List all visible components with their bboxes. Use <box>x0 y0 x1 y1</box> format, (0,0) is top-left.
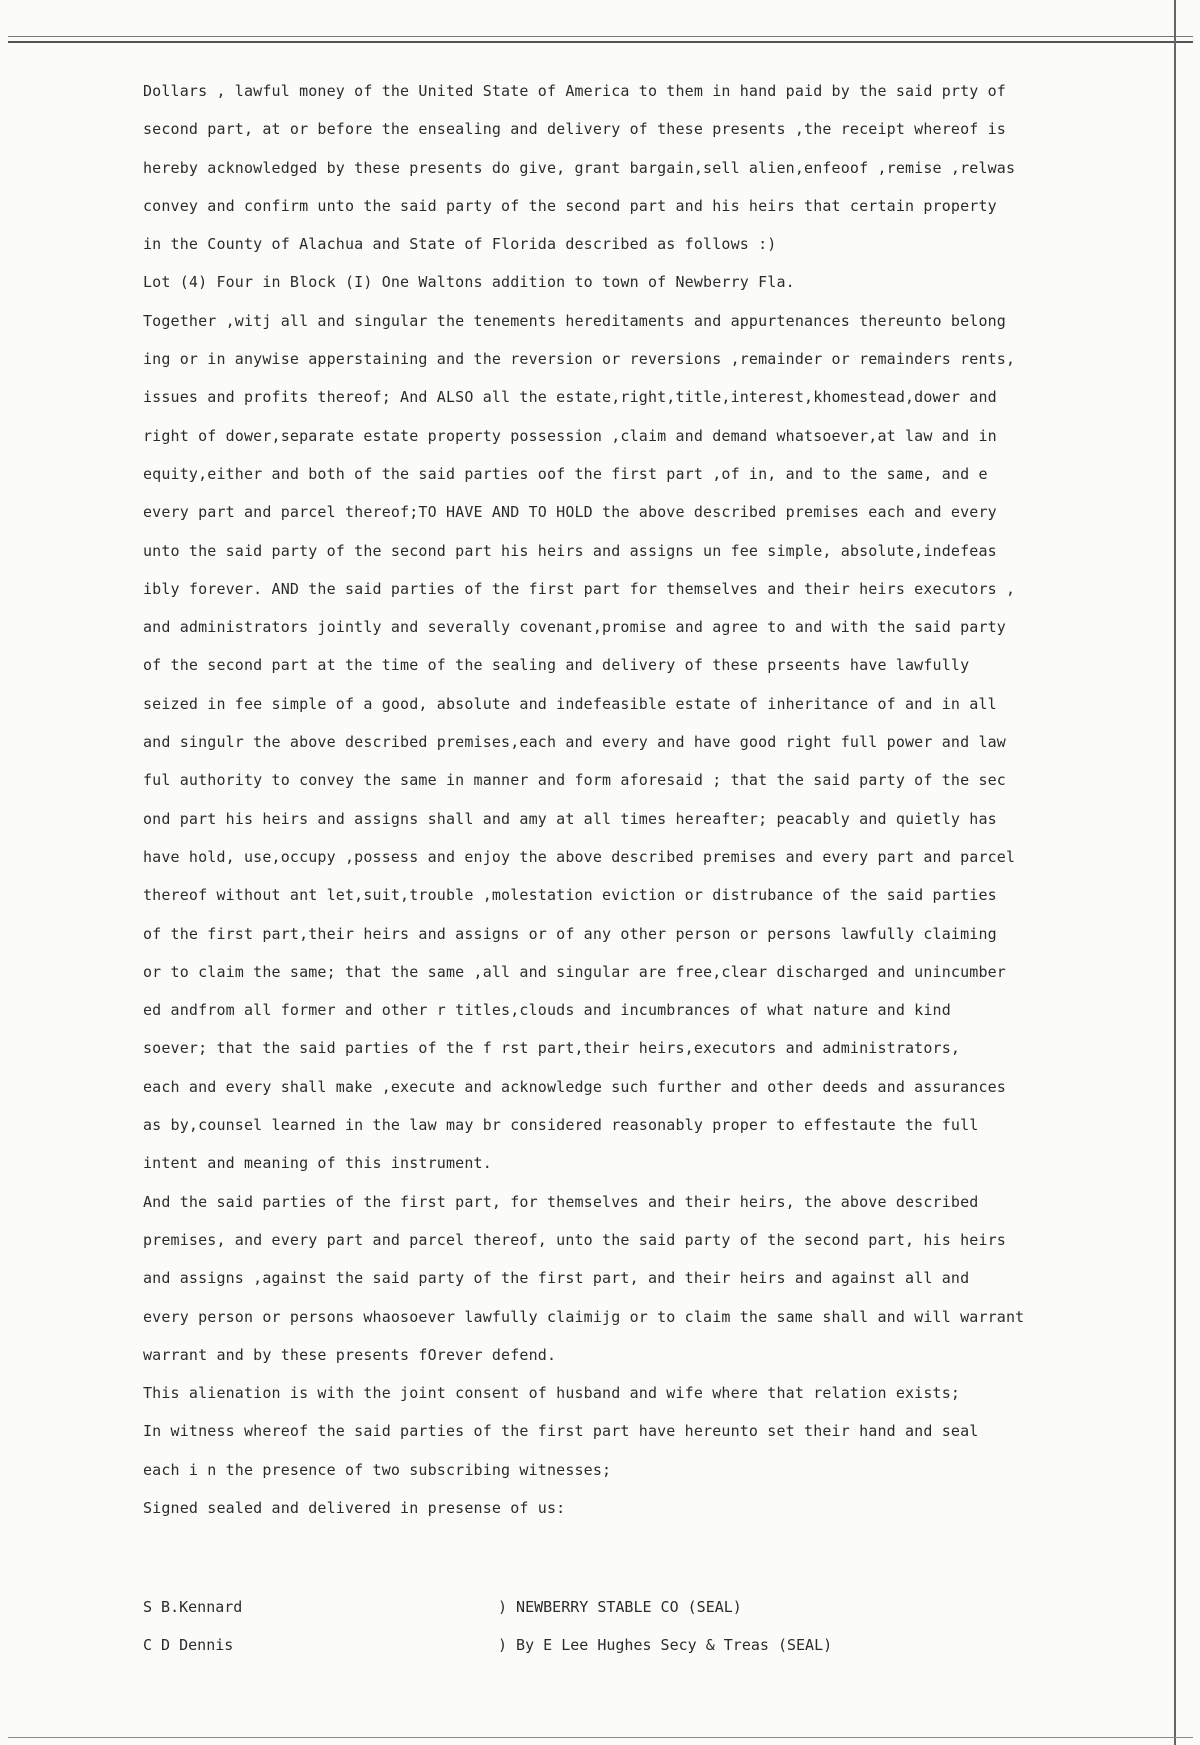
deed-line: ed andfrom all former and other r titles,clouds and incumbrances of what nature and kind <box>143 1001 951 1020</box>
deed-line: and assigns ,against the said party of the first part, and their heirs and against all and <box>143 1269 970 1288</box>
deed-line: premises, and every part and parcel thereof, unto the said party of the second part, his heirs <box>143 1230 1006 1249</box>
deed-line: of the second part at the time of the sealing and delivery of these prseents have lawfully <box>143 656 970 675</box>
top-border-line-double <box>8 41 1193 43</box>
grantor-signature: ) By E Lee Hughes Secy & Treas (SEAL) <box>498 1636 833 1654</box>
deed-line: and singulr the above described premises,each and every and have good right full power and law <box>143 733 1006 752</box>
deed-line: right of dower,separate estate property possession ,claim and demand whatsoever,at law and in <box>143 426 997 445</box>
deed-line: Signed sealed and delivered in presense of us: <box>143 1498 566 1517</box>
deed-line: every person or persons whaosoever lawfully claimijg or to claim the same shall and will warrant <box>143 1307 1025 1326</box>
deed-line: Together ,witj all and singular the tenements hereditaments and appurtenances thereunto belong <box>143 311 1006 330</box>
deed-line: ibly forever. AND the said parties of the first part for themselves and their heirs executors , <box>143 579 1016 598</box>
deed-line: and administrators jointly and severally covenant,promise and agree to and with the said party <box>143 618 1006 637</box>
deed-line: ond part his heirs and assigns shall and amy at all times hereafter; peacably and quietly has <box>143 809 997 828</box>
deed-line: hereby acknowledged by these presents do give, grant bargain,sell alien,enfeoof ,remise ,relwas <box>143 158 1016 177</box>
deed-line: in the County of Alachua and State of Florida described as follows :) <box>143 235 777 254</box>
deed-line: ful authority to convey the same in manner and form aforesaid ; that the said party of the sec <box>143 771 1006 790</box>
deed-line: ing or in anywise apperstaining and the reversion or reversions ,remainder or remainders rents, <box>143 350 1016 369</box>
property-description-line: Lot (4) Four in Block (I) One Waltons addition to town of Newberry Fla. <box>143 273 795 292</box>
signature-row-2 <box>143 1636 1043 1660</box>
signature-row-1 <box>143 1598 1043 1622</box>
deed-line: thereof without ant let,suit,trouble ,molestation eviction or distrubance of the said parties <box>143 886 997 905</box>
deed-line: every part and parcel thereof;TO HAVE AND TO HOLD the above described premises each and every <box>143 503 997 522</box>
deed-line: second part, at or before the ensealing and delivery of these presents ,the receipt whereof is <box>143 120 1006 139</box>
top-border-line <box>8 36 1193 37</box>
bottom-border-line <box>8 1737 1193 1738</box>
deed-line: Dollars , lawful money of the United State of America to them in hand paid by the said prty of <box>143 82 1006 100</box>
deed-line: equity,either and both of the said parties oof the first part ,of in, and to the same, and e <box>143 464 988 483</box>
grantor-signature: ) NEWBERRY STABLE CO (SEAL) <box>498 1598 742 1616</box>
deed-line: In witness whereof the said parties of the first part have hereunto set their hand and seal <box>143 1422 979 1441</box>
deed-line: unto the said party of the second part his heirs and assigns un fee simple, absolute,indefeas <box>143 541 997 560</box>
deed-line: have hold, use,occupy ,possess and enjoy the above described premises and every part and parcel <box>143 847 1016 866</box>
deed-line: as by,counsel learned in the law may br considered reasonably proper to effestaute the full <box>143 1116 979 1135</box>
witness-name: C D Dennis <box>143 1636 234 1654</box>
right-margin-line <box>1174 0 1176 1745</box>
deed-line: intent and meaning of this instrument. <box>143 1154 492 1173</box>
deed-line: each and every shall make ,execute and acknowledge such further and other deeds and assurances <box>143 1077 1006 1096</box>
witness-name: S B.Kennard <box>143 1598 243 1616</box>
deed-line: And the said parties of the first part, for themselves and their heirs, the above described <box>143 1192 979 1211</box>
deed-line: This alienation is with the joint consent of husband and wife where that relation exists; <box>143 1384 961 1403</box>
deed-line: or to claim the same; that the same ,all and singular are free,clear discharged and unincumber <box>143 962 1006 981</box>
deed-line: seized in fee simple of a good, absolute and indefeasible estate of inheritance of and in all <box>143 694 997 713</box>
deed-line: warrant and by these presents fOrever defend. <box>143 1345 557 1364</box>
deed-line: convey and confirm unto the said party of the second part and his heirs that certain property <box>143 196 997 215</box>
deed-line: each i n the presence of two subscribing witnesses; <box>143 1460 612 1479</box>
deed-line: of the first part,their heirs and assigns or of any other person or persons lawfully claiming <box>143 924 997 943</box>
deed-body-text <box>143 72 1143 1527</box>
deed-line: soever; that the said parties of the f rst part,their heirs,executors and administrators, <box>143 1039 961 1058</box>
deed-line: issues and profits thereof; And ALSO all the estate,right,title,interest,khomestead,dower and <box>143 388 997 407</box>
